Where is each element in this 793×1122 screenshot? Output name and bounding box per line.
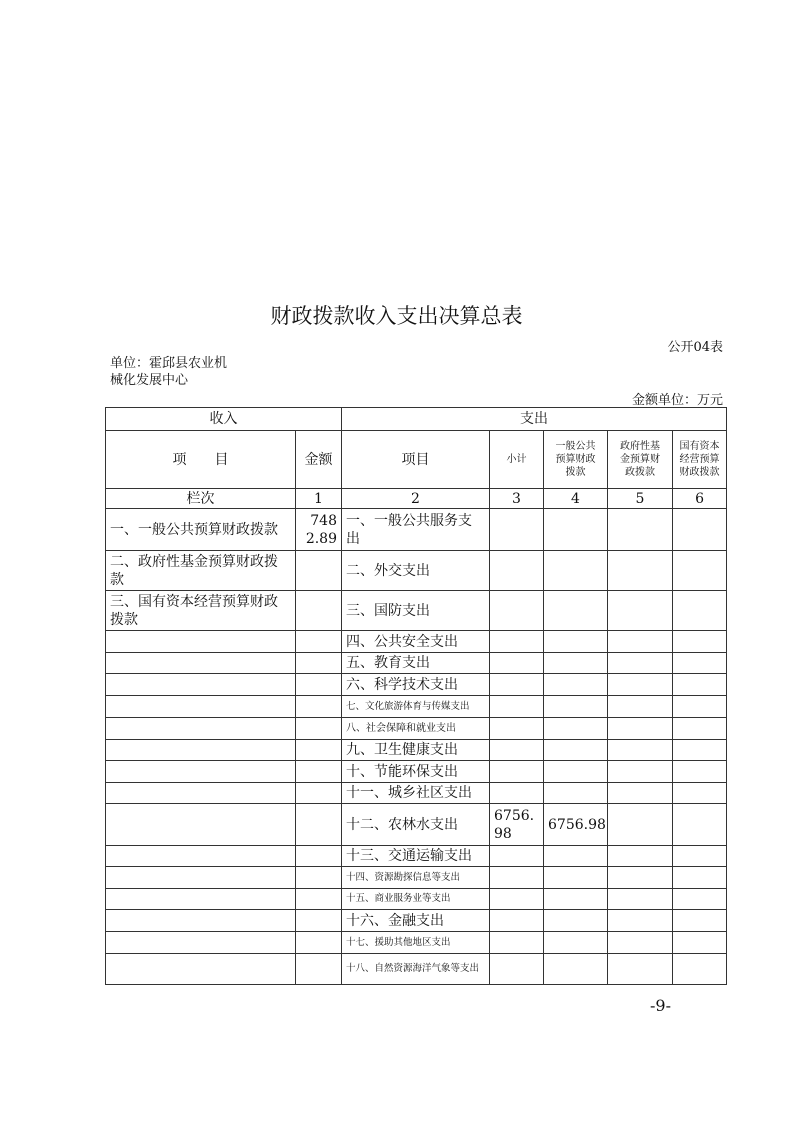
subtotal-cell [490, 910, 544, 932]
expense-item: 十七、援助其他地区支出 [342, 932, 490, 954]
expense-item: 十二、农林水支出 [342, 804, 490, 846]
income-item [106, 954, 296, 985]
general-cell [544, 932, 608, 954]
general-cell [544, 591, 608, 631]
table-row [106, 867, 727, 889]
income-item [106, 653, 296, 674]
income-item [106, 783, 296, 804]
income-amount [296, 889, 342, 910]
table-row [106, 653, 727, 674]
fund-cell [608, 631, 673, 653]
table-row [106, 846, 727, 867]
table-row [106, 804, 727, 846]
fund-cell [608, 696, 673, 718]
general-cell [544, 718, 608, 740]
state-cell [673, 653, 727, 674]
expense-item: 七、文化旅游体育与传媒支出 [342, 696, 490, 718]
income-amount [296, 631, 342, 653]
page-number: -9- [650, 996, 671, 1015]
general-cell [544, 783, 608, 804]
table-row [106, 551, 727, 591]
header-general: 一般公共预算财政拨款 [544, 431, 608, 489]
page-title: 财政拨款收入支出决算总表 [270, 304, 523, 328]
expense-item: 十四、资源勘探信息等支出 [342, 867, 490, 889]
income-amount [296, 653, 342, 674]
table-row [106, 761, 727, 783]
income-item [106, 910, 296, 932]
state-cell [673, 932, 727, 954]
state-cell [673, 551, 727, 591]
state-cell [673, 783, 727, 804]
general-cell [544, 653, 608, 674]
col-index: 2 [342, 489, 490, 509]
col-index: 1 [296, 489, 342, 509]
fund-cell [608, 932, 673, 954]
income-amount [296, 718, 342, 740]
income-amount [296, 551, 342, 591]
table-row [106, 509, 727, 551]
fund-cell [608, 783, 673, 804]
expense-item: 二、外交支出 [342, 551, 490, 591]
state-cell [673, 740, 727, 761]
table-row [106, 696, 727, 718]
state-cell [673, 674, 727, 696]
income-amount [296, 740, 342, 761]
state-cell [673, 804, 727, 846]
income-item [106, 674, 296, 696]
income-amount [296, 674, 342, 696]
general-cell [544, 740, 608, 761]
subtotal-cell [490, 718, 544, 740]
table-row [106, 674, 727, 696]
state-cell [673, 761, 727, 783]
state-cell [673, 718, 727, 740]
subtotal-cell [490, 889, 544, 910]
table-row [106, 631, 727, 653]
general-cell [544, 631, 608, 653]
income-amount: 7482.89 [296, 509, 342, 551]
income-amount [296, 804, 342, 846]
state-cell [673, 846, 727, 867]
income-item [106, 718, 296, 740]
state-cell [673, 696, 727, 718]
subtotal-cell [490, 761, 544, 783]
fund-cell [608, 846, 673, 867]
col-index: 6 [673, 489, 727, 509]
expense-item: 十三、交通运输支出 [342, 846, 490, 867]
general-cell [544, 761, 608, 783]
state-cell [673, 954, 727, 985]
fund-cell [608, 761, 673, 783]
income-item: 一、一般公共预算财政拨款 [106, 509, 296, 551]
fund-cell [608, 910, 673, 932]
state-cell [673, 591, 727, 631]
subtotal-cell [490, 932, 544, 954]
subtotal-cell [490, 783, 544, 804]
expense-item: 六、科学技术支出 [342, 674, 490, 696]
income-amount [296, 783, 342, 804]
subtotal-cell: 6756.98 [490, 804, 544, 846]
income-item [106, 696, 296, 718]
income-item [106, 761, 296, 783]
subtotal-cell [490, 653, 544, 674]
fund-cell [608, 718, 673, 740]
table-row [106, 591, 727, 631]
income-item [106, 867, 296, 889]
subtotal-cell [490, 591, 544, 631]
subtotal-cell [490, 551, 544, 591]
table-row [106, 932, 727, 954]
header-expense: 支出 [342, 408, 727, 431]
general-cell [544, 674, 608, 696]
expense-item: 三、国防支出 [342, 591, 490, 631]
col-index-label: 栏次 [106, 489, 296, 509]
subtotal-cell [490, 846, 544, 867]
expense-item: 十、节能环保支出 [342, 761, 490, 783]
general-cell [544, 889, 608, 910]
general-cell [544, 910, 608, 932]
subtotal-cell [490, 867, 544, 889]
subtotal-cell [490, 696, 544, 718]
income-item [106, 846, 296, 867]
general-cell: 6756.98 [544, 804, 608, 846]
income-item [106, 631, 296, 653]
budget-table [105, 407, 727, 985]
income-item: 三、国有资本经营预算财政拨款 [106, 591, 296, 631]
income-amount [296, 846, 342, 867]
subtotal-cell [490, 509, 544, 551]
general-cell [544, 551, 608, 591]
header-state: 国有资本经营预算财政拨款 [673, 431, 727, 489]
general-cell [544, 509, 608, 551]
income-amount [296, 867, 342, 889]
fund-cell [608, 954, 673, 985]
fund-cell [608, 804, 673, 846]
income-item [106, 889, 296, 910]
income-item [106, 740, 296, 761]
expense-item: 十八、自然资源海洋气象等支出 [342, 954, 490, 985]
header-income: 收入 [106, 408, 342, 431]
fund-cell [608, 653, 673, 674]
header-amount: 金额 [296, 431, 342, 489]
income-amount [296, 591, 342, 631]
table-row [106, 783, 727, 804]
header-subtotal: 小计 [490, 431, 544, 489]
income-item [106, 932, 296, 954]
col-index: 4 [544, 489, 608, 509]
subtotal-cell [490, 740, 544, 761]
table-row [106, 740, 727, 761]
money-unit: 金额单位：万元 [631, 393, 723, 408]
fund-cell [608, 509, 673, 551]
fund-cell [608, 740, 673, 761]
general-cell [544, 846, 608, 867]
general-cell [544, 954, 608, 985]
expense-item: 四、公共安全支出 [342, 631, 490, 653]
form-number: 公开04表 [667, 340, 723, 355]
state-cell [673, 509, 727, 551]
col-index: 5 [608, 489, 673, 509]
subtotal-cell [490, 631, 544, 653]
income-amount [296, 696, 342, 718]
fund-cell [608, 674, 673, 696]
income-item [106, 804, 296, 846]
table-row [106, 954, 727, 985]
income-amount [296, 910, 342, 932]
fund-cell [608, 867, 673, 889]
fund-cell [608, 551, 673, 591]
header-item: 项 目 [106, 431, 296, 489]
state-cell [673, 889, 727, 910]
table-row [106, 889, 727, 910]
income-amount [296, 932, 342, 954]
state-cell [673, 867, 727, 889]
table-row [106, 718, 727, 740]
state-cell [673, 910, 727, 932]
general-cell [544, 696, 608, 718]
header-fund: 政府性基金预算财政拨款 [608, 431, 673, 489]
expense-item: 九、卫生健康支出 [342, 740, 490, 761]
subtotal-cell [490, 674, 544, 696]
fund-cell [608, 591, 673, 631]
expense-item: 一、一般公共服务支出 [342, 509, 490, 551]
table-row [106, 910, 727, 932]
fund-cell [608, 889, 673, 910]
income-item: 二、政府性基金预算财政拨款 [106, 551, 296, 591]
income-amount [296, 761, 342, 783]
expense-item: 八、社会保障和就业支出 [342, 718, 490, 740]
expense-item: 五、教育支出 [342, 653, 490, 674]
expense-item: 十一、城乡社区支出 [342, 783, 490, 804]
income-amount [296, 954, 342, 985]
header-exp-item: 项目 [342, 431, 490, 489]
expense-item: 十五、商业服务业等支出 [342, 889, 490, 910]
general-cell [544, 867, 608, 889]
subtotal-cell [490, 954, 544, 985]
unit-label: 单位：霍邱县农业机械化发展中心 [110, 356, 228, 388]
state-cell [673, 631, 727, 653]
col-index: 3 [490, 489, 544, 509]
expense-item: 十六、金融支出 [342, 910, 490, 932]
